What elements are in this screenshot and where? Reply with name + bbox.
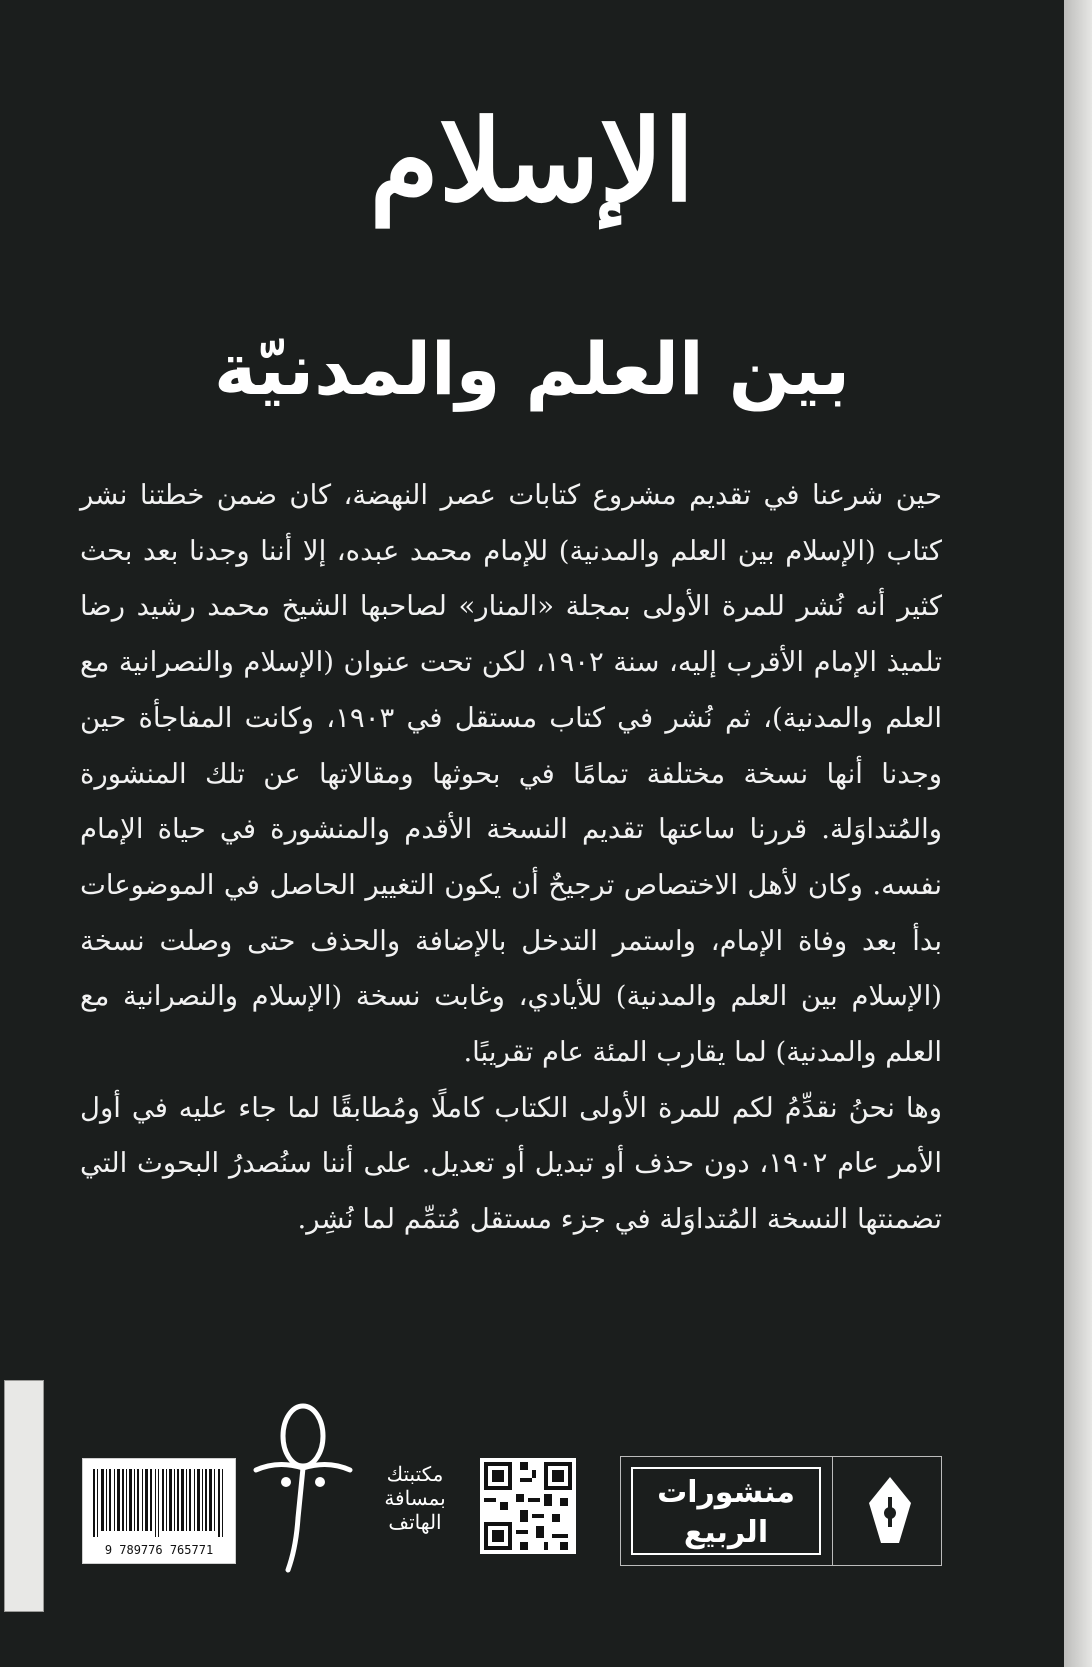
pen-nib-icon	[859, 1473, 921, 1549]
barcode-bars	[91, 1469, 227, 1537]
ankh-icon	[248, 1398, 358, 1578]
publisher-name-line-1: منشورات	[657, 1475, 795, 1510]
publisher-logo	[620, 1456, 942, 1566]
book-subtitle: بين العلم والمدنيّة	[214, 327, 850, 411]
isbn-number: 9 789776 765771	[104, 1543, 214, 1557]
book-title: الإسلام	[369, 96, 695, 227]
scanner-edge	[1064, 0, 1092, 1667]
library-sticker	[4, 1380, 44, 1612]
blurb	[80, 468, 942, 1248]
publisher-name	[631, 1467, 821, 1555]
qr-code-icon[interactable]	[480, 1458, 576, 1554]
isbn-barcode	[82, 1458, 236, 1564]
publisher-name-line-2: الربيع	[683, 1515, 769, 1550]
publisher-divider	[832, 1457, 833, 1565]
phone-library-line-3: الهاتف	[388, 1510, 442, 1534]
phone-library-line-1: مكتبتك	[386, 1462, 444, 1486]
phone-library-line-2: بمسافة	[384, 1486, 446, 1510]
blurb-paragraph-2: وها نحنُ نقدِّمُ لكم للمرة الأولى الكتاب كاملًا ومُطابقًا لما جاء عليه في أول الأمر عام ١٩٠٢، دون حذف أو تبديل أو تعديل. على أننا سنُصدرُ البحوث التي تضمنتها النسخة المُتداوَلة في جزء مستقل مُتمِّم لما نُشِر.	[80, 1091, 942, 1236]
blurb-paragraph-1: حين شرعنا في تقديم مشروع كتابات عصر النهضة، كان ضمن خطتنا نشر كتاب (الإسلام بين العلم والمدنية) للإمام محمد عبده، إلا أننا وجدنا بعد بحث كثير أنه نُشر للمرة الأولى بمجلة «المنار» لصاحبها الشيخ محمد رشيد رضا تلميذ الإمام الأقرب إليه، سنة ١٩٠٢، لكن تحت عنوان (الإسلام والنصرانية مع العلم والمدنية)، ثم نُشر في كتاب مستقل في ١٩٠٣، وكانت المفاجأة حين وجدنا أنها نسخة مختلفة تمامًا في بحوثها ومقالاتها عن تلك المنشورة والمُتداوَلة. قررنا ساعتها تقديم النسخة الأقدم والمنشورة في حياة الإمام نفسه. وكان لأهل الاختصاص ترجيحٌ أن يكون التغيير الحاصل في الموضوعات بدأ بعد وفاة الإمام، واستمر التدخل بالإضافة والحذف حتى وصلت نسخة (الإسلام بين العلم والمدنية) للأيادي، وغابت نسخة (الإسلام والنصرانية مع العلم والمدنية) لما يقارب المئة عام تقريبًا.	[80, 479, 942, 1069]
phone-library-logo	[360, 1462, 470, 1534]
